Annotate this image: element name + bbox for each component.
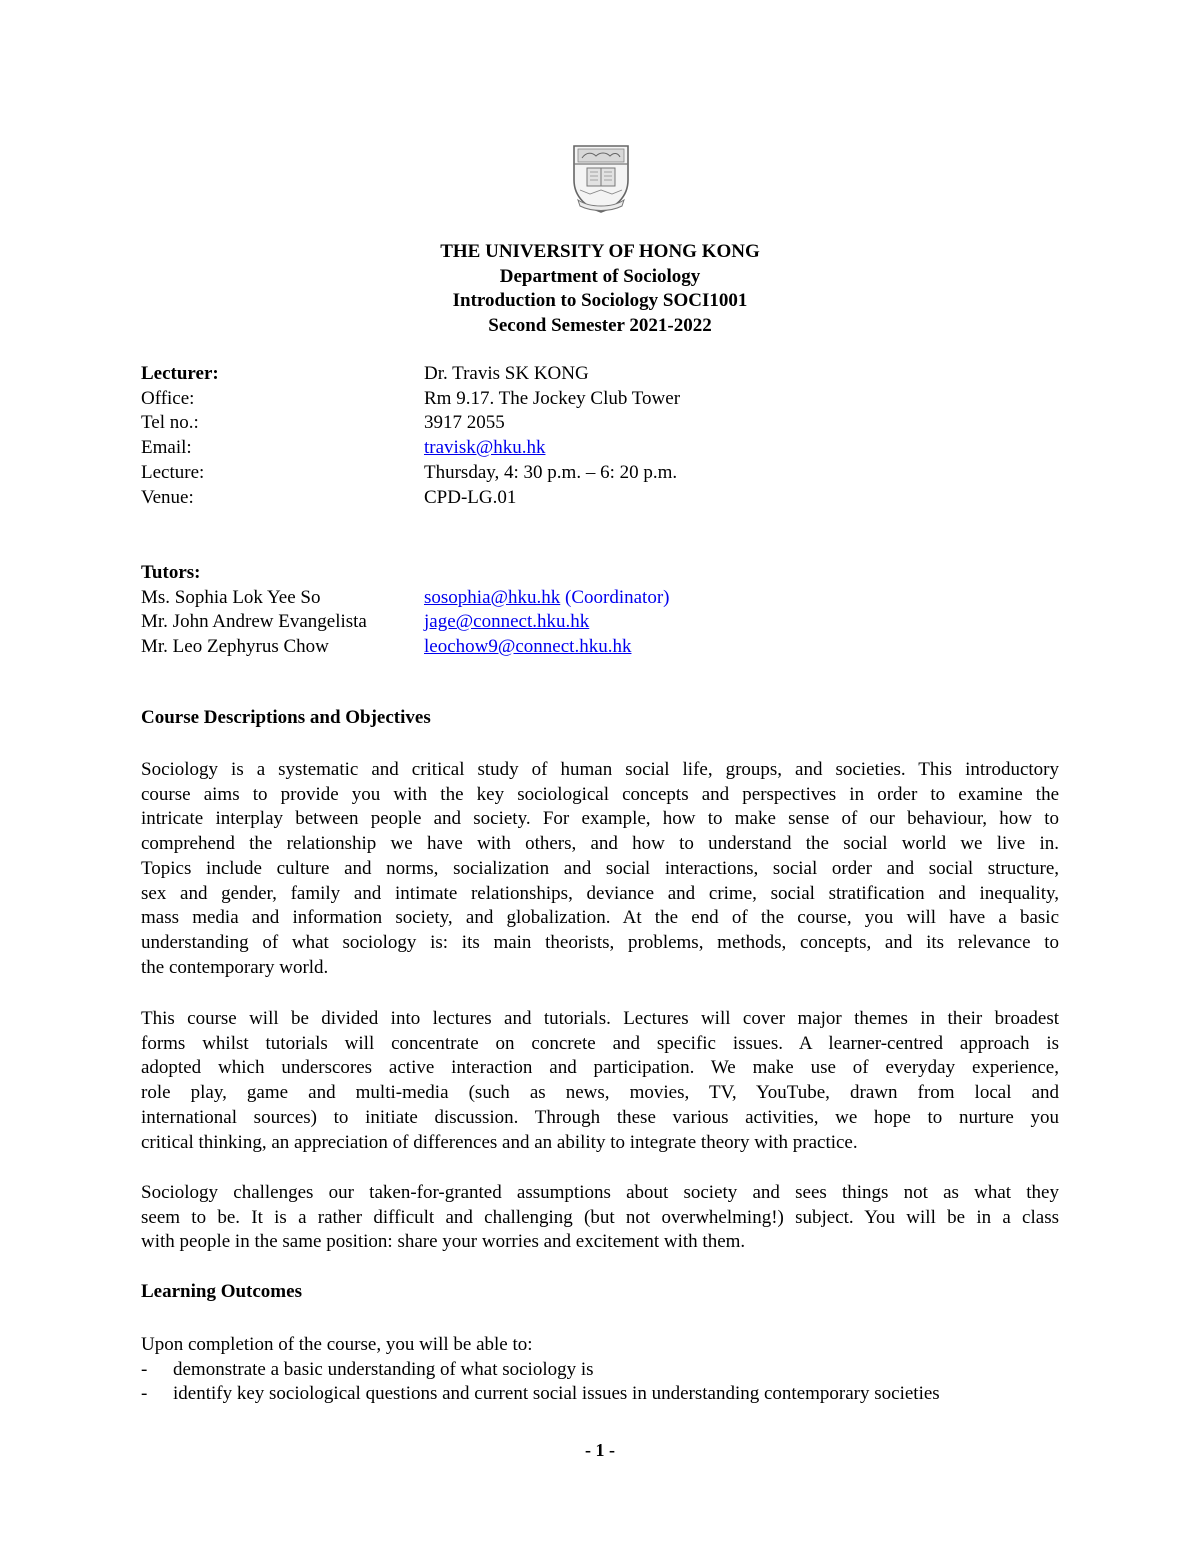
tutor-row: [141, 610, 669, 635]
tel-value: 3917 2055: [424, 412, 505, 434]
paragraph-line: adopted which underscores active interaction and participation. We make use of everyday experience,: [141, 1057, 1059, 1079]
paragraph-line: Topics include culture and norms, socialization and social interactions, social order and social structure,: [141, 857, 1059, 879]
office-value: Rm 9.17. The Jockey Club Tower: [424, 387, 681, 409]
course-title: Introduction to Sociology SOCI1001: [452, 290, 748, 311]
info-row-venue: [141, 486, 680, 511]
info-row-tel: [141, 411, 680, 436]
page-number: - 1 -: [585, 1440, 615, 1460]
document-header: [0, 240, 1200, 338]
tutor-email-link[interactable]: sosophia@hku.hk: [424, 586, 561, 608]
list-item: [141, 1382, 1061, 1407]
info-row-email: [141, 436, 680, 461]
department-name: Department of Sociology: [499, 265, 701, 287]
list-item-text: identify key sociological questions and current social issues in understanding contemporary societies: [173, 1383, 940, 1405]
paragraph-line: seem to be. It is a rather difficult and challenging (but not overwhelming!) subject. You will be in a class: [141, 1206, 1059, 1228]
paragraph-line: role play, game and multi-media (such as news, movies, TV, YouTube, drawn from local and: [141, 1082, 1059, 1104]
tutor-name: Mr. Leo Zephyrus Chow: [141, 636, 329, 658]
lecturer-email-link[interactable]: travisk@hku.hk: [424, 437, 546, 459]
learning-outcomes-intro: Upon completion of the course, you will be able to:: [141, 1334, 533, 1355]
office-label: Office:: [141, 387, 195, 409]
learning-outcomes-list: [141, 1333, 1061, 1407]
tutor-name: Ms. Sophia Lok Yee So: [141, 586, 321, 608]
tutor-email-link[interactable]: leochow9@connect.hku.hk: [424, 636, 632, 658]
lecturer-value: Dr. Travis SK KONG: [424, 363, 589, 384]
course-description-paragraph-3: [141, 1181, 1059, 1255]
university-name: THE UNIVERSITY OF HONG KONG: [440, 241, 760, 262]
paragraph-line: sex and gender, family and intimate relationships, deviance and crime, social stratification and inequality,: [141, 882, 1059, 904]
list-bullet: -: [141, 1383, 148, 1405]
course-description-heading: Course Descriptions and Objectives: [141, 707, 431, 728]
info-row-lecture: [141, 461, 680, 486]
list-item-text: demonstrate a basic understanding of what sociology is: [173, 1358, 594, 1380]
paragraph-line: understanding of what sociology is: its main theorists, problems, methods, concepts, and its relevance to: [141, 931, 1059, 953]
tutor-email-link[interactable]: jage@connect.hku.hk: [424, 611, 590, 633]
info-row-office: [141, 387, 680, 412]
paragraph-line: with people in the same position: share your worries and excitement with them.: [141, 1231, 746, 1253]
tutors-heading: Tutors:: [141, 562, 201, 583]
venue-label: Venue:: [141, 486, 194, 508]
lecturer-label: Lecturer:: [141, 363, 219, 384]
paragraph-line: international sources) to initiate discussion. Through these various activities, we hope to nurture you: [141, 1106, 1059, 1128]
info-row-lecturer: [141, 362, 680, 387]
tutor-row: [141, 586, 669, 611]
paragraph-line: comprehend the relationship we have with others, and how to understand the social world we live in.: [141, 833, 1059, 855]
paragraph-line: Sociology challenges our taken-for-granted assumptions about society and sees things not as what they: [141, 1182, 1059, 1203]
learning-outcomes-heading: Learning Outcomes: [141, 1281, 302, 1302]
semester: Second Semester 2021-2022: [488, 314, 712, 336]
tutor-name: Mr. John Andrew Evangelista: [141, 611, 367, 633]
university-crest-icon: [570, 140, 632, 216]
paragraph-line: mass media and information society, and globalization. At the end of the course, you will have a basic: [141, 907, 1059, 929]
paragraph-line: forms whilst tutorials will concentrate on concrete and specific issues. A learner-centred approach is: [141, 1032, 1059, 1054]
paragraph-line: intricate interplay between people and society. For example, how to make sense of our behaviour, how to: [141, 808, 1059, 830]
paragraph-line: the contemporary world.: [141, 956, 329, 978]
course-description-paragraph-2: [141, 1007, 1059, 1155]
venue-value: CPD-LG.01: [424, 486, 517, 508]
tutor-row: [141, 635, 669, 660]
lecturer-info: [141, 362, 680, 510]
paragraph-line: Sociology is a systematic and critical study of human social life, groups, and societies. This introductory: [141, 759, 1059, 780]
tel-label: Tel no.:: [141, 412, 199, 434]
tutors-section: [141, 561, 669, 660]
email-label: Email:: [141, 437, 192, 459]
course-description-paragraph-1: [141, 758, 1059, 980]
list-item: [141, 1358, 1061, 1383]
paragraph-line: critical thinking, an appreciation of differences and an ability to integrate theory with practice.: [141, 1131, 858, 1153]
lecture-value: Thursday, 4: 30 p.m. – 6: 20 p.m.: [424, 461, 678, 483]
paragraph-line: course aims to provide you with the key sociological concepts and perspectives in order to examine the: [141, 783, 1059, 805]
tutor-note: (Coordinator): [560, 586, 670, 608]
paragraph-line: This course will be divided into lectures and tutorials. Lectures will cover major themes in their broadest: [141, 1008, 1059, 1029]
lecture-label: Lecture:: [141, 461, 205, 483]
list-bullet: -: [141, 1358, 148, 1380]
